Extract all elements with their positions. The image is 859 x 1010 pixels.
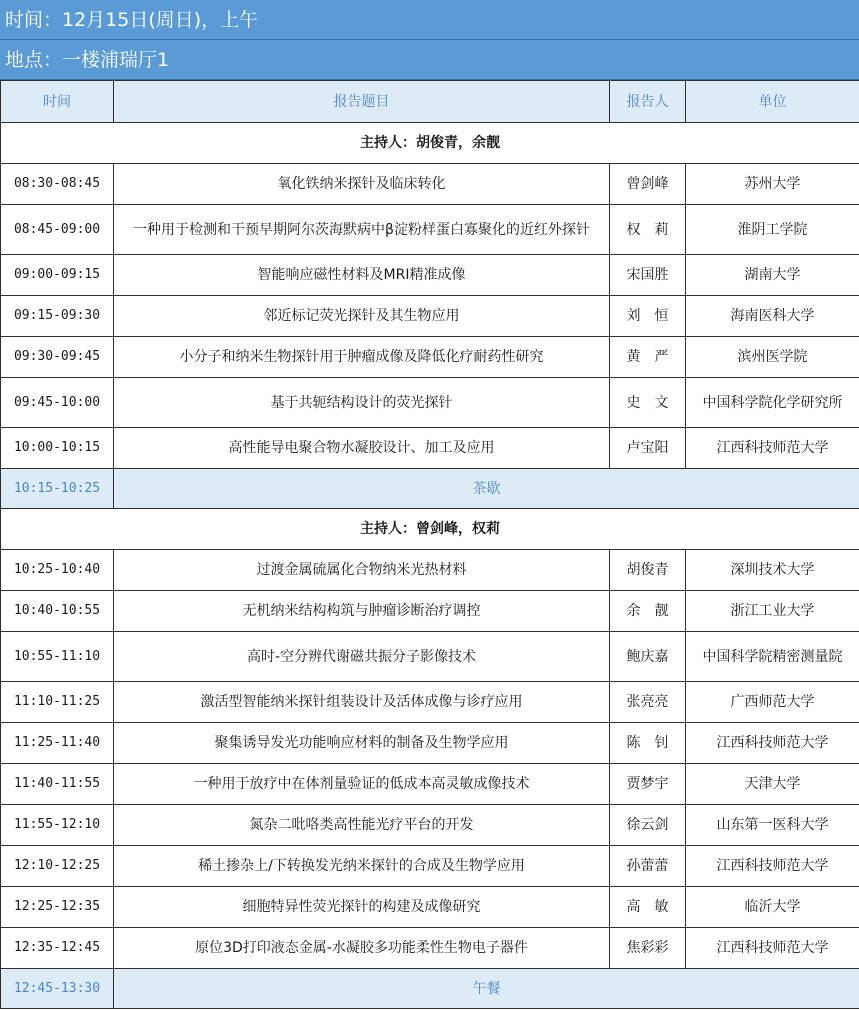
time-cell: 11:40-11:55 xyxy=(1,764,114,805)
speaker-cell: 高 敏 xyxy=(610,887,686,928)
speaker-cell: 黄 严 xyxy=(610,337,686,378)
table-row xyxy=(1,164,859,205)
unit-cell: 江西科技师范大学 xyxy=(686,928,859,969)
column-header-title: 报告题目 xyxy=(114,81,610,123)
title-cell: 一种用于检测和干预早期阿尔茨海默病中β淀粉样蛋白寡聚化的近红外探针 xyxy=(114,205,610,255)
unit-cell: 深圳技术大学 xyxy=(686,550,859,591)
title-cell: 原位3D打印液态金属-水凝胶多功能柔性生物电子器件 xyxy=(114,928,610,969)
table-row xyxy=(1,723,859,764)
table-row xyxy=(1,550,859,591)
time-cell: 12:35-12:45 xyxy=(1,928,114,969)
speaker-cell: 焦彩彩 xyxy=(610,928,686,969)
title-cell: 无机纳米结构构筑与肿瘤诊断治疗调控 xyxy=(114,591,610,632)
title-cell: 激活型智能纳米探针组装设计及活体成像与诊疗应用 xyxy=(114,682,610,723)
speaker-cell: 鲍庆嘉 xyxy=(610,632,686,682)
unit-cell: 苏州大学 xyxy=(686,164,859,205)
title-cell: 氮杂二吡咯类高性能光疗平台的开发 xyxy=(114,805,610,846)
break-time-cell: 12:45-13:30 xyxy=(1,969,114,1009)
speaker-cell: 刘 恒 xyxy=(610,296,686,337)
table-header-row xyxy=(1,81,859,123)
unit-cell: 中国科学院精密测量院 xyxy=(686,632,859,682)
unit-cell: 海南医科大学 xyxy=(686,296,859,337)
table-row xyxy=(1,887,859,928)
unit-cell: 天津大学 xyxy=(686,764,859,805)
host-label: 主持人：胡俊青，余靓 xyxy=(1,123,859,164)
speaker-cell: 余 靓 xyxy=(610,591,686,632)
title-cell: 高性能导电聚合物水凝胶设计、加工及应用 xyxy=(114,428,610,469)
speaker-cell: 孙蕾蕾 xyxy=(610,846,686,887)
table-row xyxy=(1,255,859,296)
unit-cell: 江西科技师范大学 xyxy=(686,428,859,469)
unit-cell: 中国科学院化学研究所 xyxy=(686,378,859,428)
schedule-table xyxy=(0,80,859,1009)
title-cell: 高时-空分辨代谢磁共振分子影像技术 xyxy=(114,632,610,682)
time-cell: 09:15-09:30 xyxy=(1,296,114,337)
speaker-cell: 宋国胜 xyxy=(610,255,686,296)
time-cell: 11:10-11:25 xyxy=(1,682,114,723)
unit-cell: 滨州医学院 xyxy=(686,337,859,378)
session-time-banner: 时间：12月15日(周日)，上午 xyxy=(0,0,859,40)
time-cell: 10:40-10:55 xyxy=(1,591,114,632)
unit-cell: 浙江工业大学 xyxy=(686,591,859,632)
table-row xyxy=(1,296,859,337)
break-label-cell: 午餐 xyxy=(114,969,859,1009)
column-header-unit: 单位 xyxy=(686,81,859,123)
table-row xyxy=(1,591,859,632)
table-row xyxy=(1,682,859,723)
title-cell: 邻近标记荧光探针及其生物应用 xyxy=(114,296,610,337)
title-cell: 聚集诱导发光功能响应材料的制备及生物学应用 xyxy=(114,723,610,764)
speaker-cell: 陈 钊 xyxy=(610,723,686,764)
table-row xyxy=(1,205,859,255)
break-row xyxy=(1,969,859,1009)
title-cell: 基于共轭结构设计的荧光探针 xyxy=(114,378,610,428)
unit-cell: 湖南大学 xyxy=(686,255,859,296)
title-cell: 智能响应磁性材料及MRI精准成像 xyxy=(114,255,610,296)
column-header-time: 时间 xyxy=(1,81,114,123)
table-row xyxy=(1,378,859,428)
unit-cell: 江西科技师范大学 xyxy=(686,723,859,764)
table-row xyxy=(1,805,859,846)
time-cell: 08:30-08:45 xyxy=(1,164,114,205)
unit-cell: 淮阴工学院 xyxy=(686,205,859,255)
break-time-cell: 10:15-10:25 xyxy=(1,469,114,509)
time-cell: 10:25-10:40 xyxy=(1,550,114,591)
table-row xyxy=(1,428,859,469)
time-cell: 11:55-12:10 xyxy=(1,805,114,846)
table-row xyxy=(1,337,859,378)
speaker-cell: 史 文 xyxy=(610,378,686,428)
table-row xyxy=(1,846,859,887)
host-row xyxy=(1,509,859,550)
speaker-cell: 胡俊青 xyxy=(610,550,686,591)
time-cell: 10:55-11:10 xyxy=(1,632,114,682)
time-cell: 09:00-09:15 xyxy=(1,255,114,296)
speaker-cell: 曾剑峰 xyxy=(610,164,686,205)
column-header-speaker: 报告人 xyxy=(610,81,686,123)
table-row xyxy=(1,928,859,969)
speaker-cell: 贾梦宇 xyxy=(610,764,686,805)
speaker-cell: 卢宝阳 xyxy=(610,428,686,469)
host-row xyxy=(1,123,859,164)
time-cell: 09:30-09:45 xyxy=(1,337,114,378)
speaker-cell: 权 莉 xyxy=(610,205,686,255)
time-cell: 12:25-12:35 xyxy=(1,887,114,928)
title-cell: 细胞特异性荧光探针的构建及成像研究 xyxy=(114,887,610,928)
unit-cell: 广西师范大学 xyxy=(686,682,859,723)
host-label: 主持人：曾剑峰，权莉 xyxy=(1,509,859,550)
unit-cell: 江西科技师范大学 xyxy=(686,846,859,887)
title-cell: 氧化铁纳米探针及临床转化 xyxy=(114,164,610,205)
break-label-cell: 茶歇 xyxy=(114,469,859,509)
unit-cell: 临沂大学 xyxy=(686,887,859,928)
speaker-cell: 张亮亮 xyxy=(610,682,686,723)
title-cell: 过渡金属硫属化合物纳米光热材料 xyxy=(114,550,610,591)
time-cell: 11:25-11:40 xyxy=(1,723,114,764)
session-place-banner: 地点：一楼浦瑞厅1 xyxy=(0,40,859,80)
time-cell: 10:00-10:15 xyxy=(1,428,114,469)
title-cell: 一种用于放疗中在体剂量验证的低成本高灵敏成像技术 xyxy=(114,764,610,805)
table-row xyxy=(1,764,859,805)
break-row xyxy=(1,469,859,509)
time-cell: 12:10-12:25 xyxy=(1,846,114,887)
time-cell: 09:45-10:00 xyxy=(1,378,114,428)
table-row xyxy=(1,632,859,682)
schedule-body xyxy=(1,123,859,1009)
unit-cell: 山东第一医科大学 xyxy=(686,805,859,846)
time-cell: 08:45-09:00 xyxy=(1,205,114,255)
title-cell: 小分子和纳米生物探针用于肿瘤成像及降低化疗耐药性研究 xyxy=(114,337,610,378)
speaker-cell: 徐云剑 xyxy=(610,805,686,846)
title-cell: 稀土掺杂上/下转换发光纳米探针的合成及生物学应用 xyxy=(114,846,610,887)
